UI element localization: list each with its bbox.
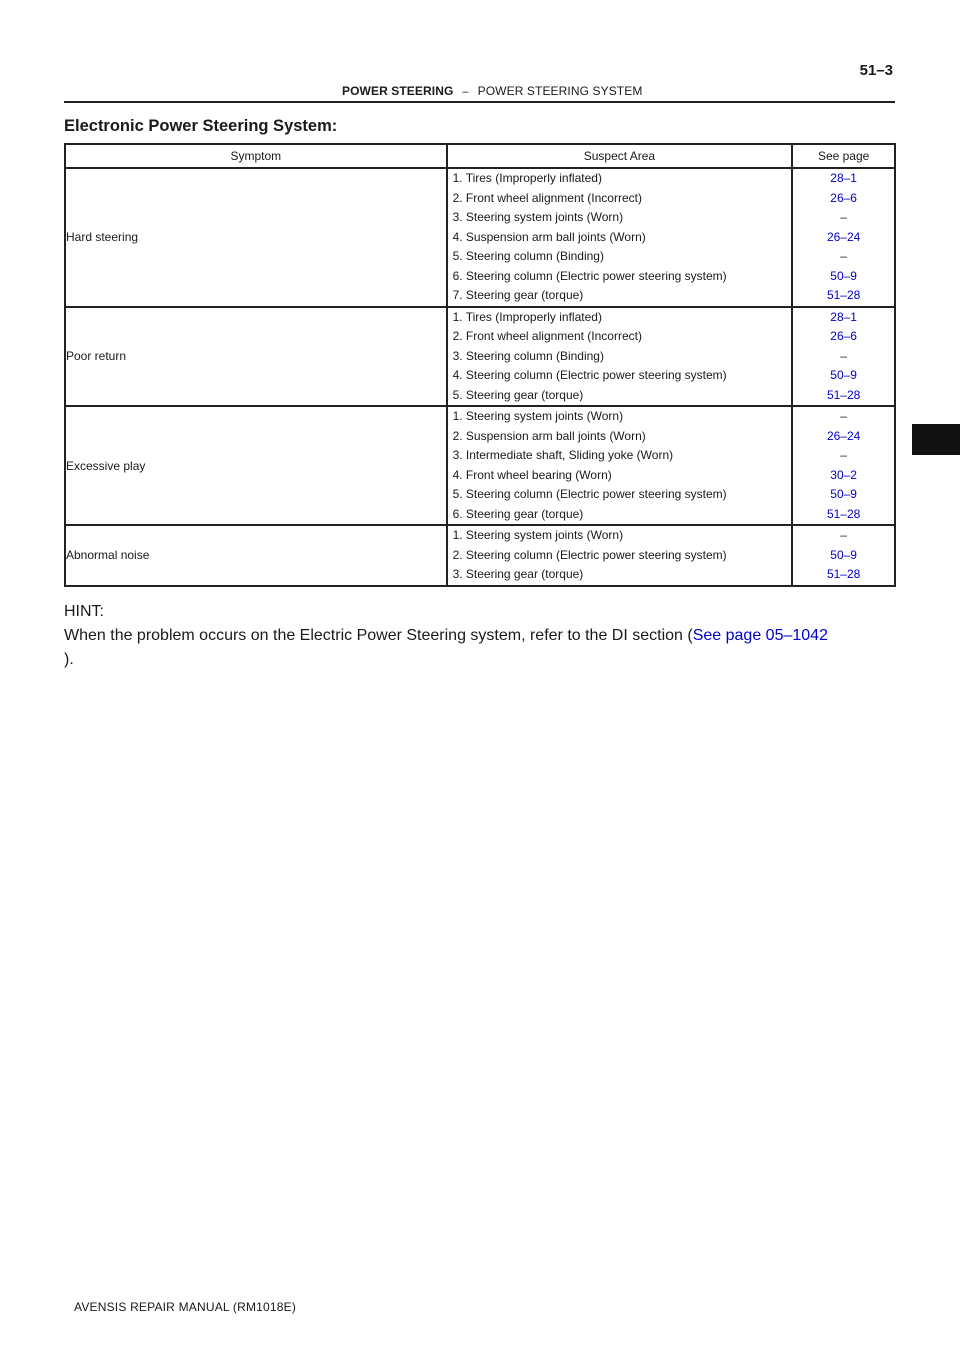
see-page-link[interactable]: 50–9 xyxy=(830,547,857,562)
see-page-link[interactable]: 51–28 xyxy=(826,387,861,402)
see-page-link[interactable]: 26–24 xyxy=(826,428,861,443)
see-page-cell xyxy=(792,525,895,586)
suspect-area-cell xyxy=(447,406,793,525)
hint-text xyxy=(64,624,904,672)
hint-text-before: When the problem occurs on the Electric Power Steering system, refer to the DI section ( xyxy=(64,627,693,644)
see-page-link[interactable]: 30–2 xyxy=(830,467,857,482)
suspect-area-item: 2. Front wheel alignment (Incorrect) xyxy=(452,190,642,205)
suspect-area-item: 5. Steering column (Binding) xyxy=(452,249,604,263)
section-title: Electronic Power Steering System: xyxy=(64,117,338,135)
suspect-area-item: 4. Front wheel bearing (Worn) xyxy=(452,467,612,482)
hint-label: HINT: xyxy=(64,603,104,620)
see-page-link[interactable]: 26–6 xyxy=(830,190,857,205)
page-number: 51–3 xyxy=(859,62,893,79)
suspect-area-cell xyxy=(447,168,793,307)
see-page-link[interactable]: 51–28 xyxy=(826,506,861,521)
see-page-link[interactable]: 28–1 xyxy=(830,309,857,324)
suspect-area-item: 1. Steering system joints (Worn) xyxy=(452,528,624,542)
see-page-link[interactable]: 28–1 xyxy=(830,171,857,185)
see-page-none: – xyxy=(840,528,847,542)
suspect-area-item: 3. Steering column (Binding) xyxy=(452,348,604,363)
see-page-cell xyxy=(792,406,895,525)
symptom-cell: Excessive play xyxy=(65,406,447,525)
suspect-area-item: 2. Steering column (Electric power steering system) xyxy=(452,547,727,562)
see-page-none: – xyxy=(840,249,847,263)
suspect-area-item: 5. Steering column (Electric power steering system) xyxy=(452,487,727,501)
see-page-cell xyxy=(792,168,895,307)
suspect-area-item: 4. Steering column (Electric power steering system) xyxy=(452,368,727,382)
suspect-area-item: 4. Suspension arm ball joints (Worn) xyxy=(452,229,646,244)
header-section: POWER STEERING xyxy=(342,84,454,98)
hint-text-after: ). xyxy=(64,651,74,668)
column-header-suspect-area: Suspect Area xyxy=(447,144,793,168)
see-page-link[interactable]: 26–24 xyxy=(826,229,861,244)
header-separator: – xyxy=(462,86,469,98)
suspect-area-item: 2. Front wheel alignment (Incorrect) xyxy=(452,329,642,343)
see-page-link[interactable]: 51–28 xyxy=(826,567,861,581)
suspect-area-item: 5. Steering gear (torque) xyxy=(452,387,584,402)
symptom-cell: Hard steering xyxy=(65,168,447,307)
symptom-cell: Poor return xyxy=(65,307,447,407)
header-subsection: POWER STEERING SYSTEM xyxy=(477,84,643,98)
suspect-area-item: 3. Steering system joints (Worn) xyxy=(452,210,624,224)
table-row xyxy=(65,307,895,407)
table-row xyxy=(65,525,895,586)
header-title xyxy=(342,84,642,98)
hint-page-link[interactable]: See page 05–1042 xyxy=(692,627,828,644)
see-page-link[interactable]: 26–6 xyxy=(830,329,857,343)
see-page-link[interactable]: 50–9 xyxy=(830,268,857,283)
see-page-none: – xyxy=(840,210,847,224)
section-tab-marker xyxy=(912,424,960,455)
see-page-none: – xyxy=(840,448,847,462)
suspect-area-item: 7. Steering gear (torque) xyxy=(452,288,584,302)
symptom-cell: Abnormal noise xyxy=(65,525,447,586)
see-page-none: – xyxy=(840,348,847,363)
table-row xyxy=(65,168,895,307)
suspect-area-item: 2. Suspension arm ball joints (Worn) xyxy=(452,428,646,443)
suspect-area-cell xyxy=(447,525,793,586)
hint-block xyxy=(64,600,904,672)
column-header-symptom: Symptom xyxy=(65,144,447,168)
table-row xyxy=(65,406,895,525)
suspect-area-item: 6. Steering gear (torque) xyxy=(452,506,584,521)
suspect-area-cell xyxy=(447,307,793,407)
see-page-none: – xyxy=(840,409,847,423)
symptom-table xyxy=(64,143,896,587)
see-page-link[interactable]: 50–9 xyxy=(830,368,857,382)
suspect-area-item: 3. Intermediate shaft, Sliding yoke (Worn) xyxy=(452,448,674,462)
suspect-area-item: 1. Steering system joints (Worn) xyxy=(452,409,624,423)
suspect-area-item: 6. Steering column (Electric power steering system) xyxy=(452,268,727,283)
suspect-area-item: 1. Tires (Improperly inflated) xyxy=(452,171,602,185)
see-page-cell xyxy=(792,307,895,407)
see-page-link[interactable]: 51–28 xyxy=(826,288,861,302)
suspect-area-item: 1. Tires (Improperly inflated) xyxy=(452,309,602,324)
table-header-row xyxy=(65,144,895,168)
suspect-area-item: 3. Steering gear (torque) xyxy=(452,567,584,581)
footer-manual-title: AVENSIS REPAIR MANUAL (RM1018E) xyxy=(74,1300,297,1314)
column-header-see-page: See page xyxy=(792,144,895,168)
page-header xyxy=(64,62,895,103)
see-page-link[interactable]: 50–9 xyxy=(830,487,857,501)
